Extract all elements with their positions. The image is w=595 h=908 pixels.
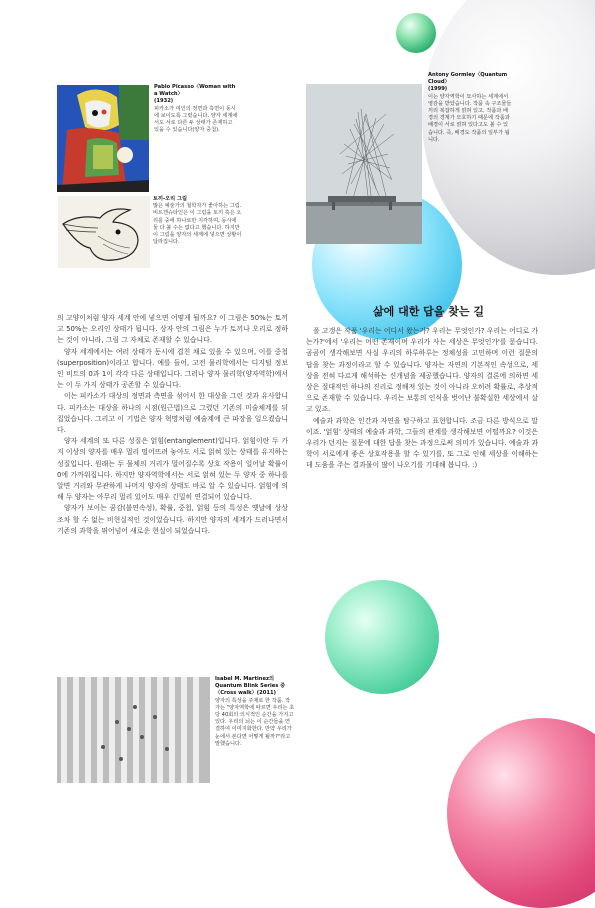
section-title: 삶에 대한 답을 찾는 길 <box>373 305 484 318</box>
picasso-caption-text: 피카소가 여인의 정면과 측면이 동시에 보이도록 그렸습니다. 양자 세계에서도 서로 다른 두 상태가 존재하고 있을 수 있습니다(양자 중첩). <box>154 105 238 134</box>
martinez-caption-text: 양자의 특성을 주제로 한 작품. 작가는 "양자역학에 따르면 우리는 초당 40회의 의식적인 순간을 가지고 있다. 우리의 뇌는 이 순간들을 연결하여 이미지화한다. 만약 우리가 눈에서 본다면 어떻게 될까?"라고 말했습니다. <box>215 697 295 747</box>
left-paragraph-1: 의 고양이처럼 양자 세계 안에 넣으면 어떻게 될까요? 이 그림은 50%는 토끼고 50%는 오리인 상태가 됩니다. 상자 안의 그림은 누가 토끼나 오리로 정하는 것이 아니라, 그림 그 자체로 존재할 수 있습니다. <box>57 314 288 345</box>
gormley-caption-text: 이는 양자역학이 묘사하는 세계에서 영감을 받았습니다. 작품 속 구조물들끼리 복잡하게 얽혀 있고, 작품과 배경의 경계가 모호하기 때문에 작품과 배경이 서로 얽혀 있다고도 볼 수 있습니다. 즉, 배경도 작품의 일부가 됩니다. <box>428 93 512 143</box>
picasso-caption <box>154 84 239 134</box>
picasso-caption-year: (1932) <box>154 98 174 105</box>
right-paragraph-2: 예술과 과학은 인간과 자연을 탐구하고 표현합니다. 조금 다른 방식으로 말이죠. '얽힘' 상태의 예술과 과학, 그들의 관계를 생각해보면 어떨까요? 이것은 우리가 던지는 질문에 대한 답을 찾는 과정으로써 의미가 있습니다. 예술과 과학이 서로에게 좋은 상호작용을 할 수 있기를, 또 그로 인해 세상을 이해하는데 도움을 주는 결과물이 많이 나오기를 기대해 봅니다. :) <box>306 416 538 470</box>
picasso-caption-title: Pablo Picasso〈Woman with a Watch〉 <box>154 84 236 98</box>
gormley-caption <box>428 72 512 144</box>
mint-sphere <box>325 580 439 694</box>
rabbit-caption-text: 많은 예술가의 철학자가 좋아하는 그림. 비트겐슈타인은 이 그림을 토끼 혹은 오리를 중에 하나로만 지각하며, 동시에 둘 다 볼 수는 없다고 했습니다. 하지만 이 그림을 양자의 세계에 넣으면 상황이 달라집니다. <box>153 203 242 246</box>
left-paragraph-4: 양자 세계의 또 다른 성질은 얽힘(entanglement)입니다. 얽힘이란 두 가지 이상의 양자를 매우 멀리 떨어뜨려 놓아도 서로 얽혀 있는 상태를 유지하는 성질입니다. 원래는 두 물체의 거리가 멀어질수록 상호 작용이 일어날 확률이 0에 가까워집니다. 하지만 양자역학에서는 서로 얽혀 있는 두 양자 중 하나를 알면 거리와 무관하게 나머지 양자의 상태도 바로 알 수 있습니다. 얽힘에 의해 두 양자는 아무리 멀리 있어도 매우 긴밀히 연결되어 있습니다. <box>57 437 288 502</box>
rabbit-duck-illusion-image <box>58 196 150 268</box>
left-body-column <box>57 313 288 537</box>
rabbit-caption-title: 토끼-오리 그림 <box>153 196 188 202</box>
picasso-woman-with-watch-image <box>57 85 149 192</box>
gormley-caption-title: Antony Gormley〈Quantum Cloud〉 <box>428 72 508 86</box>
pink-sphere <box>447 718 595 908</box>
rabbit-caption <box>153 196 243 246</box>
martinez-caption-title: Isabel M. Martinez의 Quantum Blink Series 중〈Cross walk〉(2011) <box>215 676 286 697</box>
right-body-column <box>306 326 538 472</box>
left-paragraph-3: 이는 피카소가 대상의 정면과 측면을 섞어서 한 대상을 그린 것과 유사합니다. 피카소는 대상을 하나의 시점(원근법)으로 그렸던 기존의 미술체계를 뒤집었습니다. 그리고 이 기법은 양자 혁명처럼 예술계에 큰 파장을 일으켰습니다. <box>57 392 288 435</box>
left-paragraph-2: 양자 세계에서는 여러 상태가 동시에 겹친 채로 있을 수 있으며, 이를 중첩(superposition)이라고 합니다. 예를 들어, 고전 물리학에서는 디지털 정보인 비트의 0과 1이 각각 다른 상태입니다. 그러나 양자 물리학(양자역학)에서는 이 두 가지 상태가 공존할 수 있습니다. <box>57 347 288 390</box>
gormley-quantum-cloud-image <box>306 84 422 244</box>
small-green-sphere <box>396 13 436 53</box>
gormley-caption-year: (1999) <box>428 86 448 93</box>
martinez-caption <box>215 676 295 748</box>
martinez-cross-walk-image <box>57 677 210 783</box>
left-paragraph-5: 양자가 보이는 꿈감(불연속성), 확률, 중첩, 얽힘 등의 특성은 옛날에 상상조차 할 수 없는 비현실적인 것이었습니다. 하지만 양자의 세계가 드러나면서 기존의 과학을 뛰어넘어 새로운 현실이 되었습니다. <box>57 504 288 535</box>
right-paragraph-1: 폴 고갱은 작품 '우리는 어디서 왔는가? 우리는 무엇인가? 우리는 어디로 가는가?'에서 '우리는 어떤 존재이며 우리가 사는 세상은 무엇인가'를 묻습니다. 곰곰이 생각해보면 사실 우리의 하루하루는 정체성을 고민하며 이런 질문의 답을 찾는 과정이라고 할 수 있습니다. 양자는 자연의 기본적인 속성으로, 세상을 전혀 다르게 해석하는 신개념을 제공했습니다. 양자의 결론에 의하면 세상은 절대적인 하나의 진리로 정해져 있는 것이 아니라 오히려 확률로, 추상적으로 존재할 수 있습니다. 우리는 보통의 인식을 벗어난 불확실한 세상에서 살고 있죠. <box>306 327 538 414</box>
